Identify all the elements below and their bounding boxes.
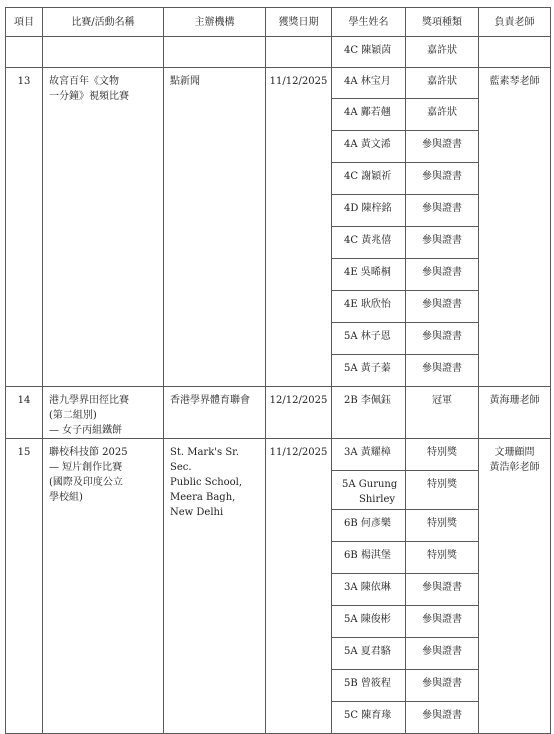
award-type-cell: 特別獎	[406, 542, 479, 574]
award-type-cell: 參與證書	[406, 131, 479, 163]
competition-name-cell	[43, 68, 164, 387]
award-type-cell: 參與證書	[406, 227, 479, 259]
student-name-cell: 4C 謝穎祈	[332, 163, 406, 195]
continued-award-cell: 嘉許狀	[406, 37, 479, 68]
student-name-cell: 4C 黃兆僖	[332, 227, 406, 259]
award-type-cell: 參與證書	[406, 355, 479, 387]
header-organizer: 主辦機構	[164, 8, 266, 37]
award-type-cell: 嘉許狀	[406, 99, 479, 131]
award-type-cell: 特別獎	[406, 439, 479, 471]
student-name-cell: 5C 陳育瑑	[332, 702, 406, 734]
organizer-line: St. Mark's Sr. Sec.	[170, 447, 240, 473]
student-name-cell: 5A 夏君駱	[332, 638, 406, 670]
award-type-cell: 嘉許狀	[406, 68, 479, 99]
student-name-cell: 3A 陳依琳	[332, 574, 406, 606]
teacher-line: 黃浩彰老師	[489, 462, 540, 473]
header-student-name: 學生姓名	[332, 8, 406, 37]
awards-table	[5, 7, 551, 734]
competition-name-line: 港九學界田徑比賽	[49, 395, 129, 406]
student-name-cell: 4E 吳晞桐	[332, 259, 406, 291]
student-name-cell: 6B 何彥樂	[332, 510, 406, 542]
award-type-cell: 參與證書	[406, 606, 479, 638]
award-type-cell: 參與證書	[406, 259, 479, 291]
entry-number: 13	[6, 68, 43, 387]
continued-row	[6, 37, 551, 68]
teacher-cell	[479, 68, 551, 387]
header-competition-name: 比賽/活動名稱	[43, 8, 164, 37]
header-item-no: 項目	[6, 8, 43, 37]
student-name-cell: 4A 黃文浠	[332, 131, 406, 163]
entry-row	[6, 439, 551, 471]
organizer-line: 點新聞	[170, 76, 200, 87]
organizer-line: 香港學界體育聯會	[170, 395, 250, 406]
competition-name-line: — 短片創作比賽	[49, 462, 123, 473]
award-type-cell: 參與證書	[406, 670, 479, 702]
organizer-cell	[164, 387, 266, 439]
continued-teacher-cell	[479, 37, 551, 68]
organizer-line: Public School,	[170, 477, 243, 488]
student-name-cell: 3A 黃耀樟	[332, 439, 406, 471]
competition-name-cell	[43, 439, 164, 734]
teacher-line: 文珊顧問	[494, 447, 535, 458]
competition-name-cell	[43, 387, 164, 439]
award-date: 11/12/2025	[266, 68, 332, 387]
award-type-cell: 冠軍	[406, 387, 479, 439]
entry-row	[6, 68, 551, 99]
student-name-cell: 5A 陳俊彬	[332, 606, 406, 638]
entry-number: 14	[6, 387, 43, 439]
teacher-line: 黃海珊老師	[489, 395, 540, 406]
organizer-cell	[164, 439, 266, 734]
organizer-line: Meera Bagh,	[170, 492, 236, 503]
entry-row	[6, 387, 551, 439]
continued-name-cell	[43, 37, 164, 68]
student-name-cell: 4D 陳梓銘	[332, 195, 406, 227]
student-name-cell	[332, 471, 406, 510]
award-type-cell: 參與證書	[406, 638, 479, 670]
student-name-line: 5A Gurung	[342, 479, 398, 490]
student-name-cell: 4A 林宝月	[332, 68, 406, 99]
continued-item-cell	[6, 37, 43, 68]
table-body	[6, 37, 551, 734]
student-name-cell: 5A 黃子蓁	[332, 355, 406, 387]
entry-number: 15	[6, 439, 43, 734]
organizer-cell	[164, 68, 266, 387]
award-type-cell: 參與證書	[406, 574, 479, 606]
organizer-line: New Delhi	[170, 507, 224, 518]
student-name-line: Shirley	[359, 494, 396, 505]
competition-name-line: 聯校科技節 2025	[49, 447, 128, 458]
competition-name-line: 學校組)	[49, 492, 83, 503]
header-award-type: 獎項種類	[406, 8, 479, 37]
award-date: 11/12/2025	[266, 439, 332, 734]
competition-name-line: 故宮百年《文物	[49, 76, 119, 87]
student-name-cell: 4E 耿欣怡	[332, 291, 406, 323]
award-type-cell: 參與證書	[406, 323, 479, 355]
competition-name-line: (第二組別)	[49, 410, 97, 421]
award-type-cell: 參與證書	[406, 195, 479, 227]
student-name-cell: 5A 林子恩	[332, 323, 406, 355]
award-type-cell: 特別獎	[406, 510, 479, 542]
table-header-row	[6, 8, 551, 37]
award-type-cell: 參與證書	[406, 163, 479, 195]
teacher-line: 藍素琴老師	[489, 76, 540, 87]
student-name-cell: 6B 楊淇堡	[332, 542, 406, 574]
continued-student-cell: 4C 陳穎茵	[332, 37, 406, 68]
competition-name-line: — 女子丙組鐵餅	[49, 425, 123, 436]
header-award-date: 獲獎日期	[266, 8, 332, 37]
continued-organizer-cell	[164, 37, 266, 68]
header-teacher: 負責老師	[479, 8, 551, 37]
teacher-cell	[479, 387, 551, 439]
award-date: 12/12/2025	[266, 387, 332, 439]
award-type-cell: 參與證書	[406, 702, 479, 734]
competition-name-line: 一分鐘》視頻比賽	[49, 91, 129, 102]
continued-date-cell	[266, 37, 332, 68]
award-type-cell: 參與證書	[406, 291, 479, 323]
competition-name-line: (國際及印度公立	[49, 477, 123, 488]
student-name-cell: 5B 曾筱程	[332, 670, 406, 702]
student-name-cell: 4A 鄺若翹	[332, 99, 406, 131]
teacher-cell	[479, 439, 551, 734]
award-type-cell: 特別獎	[406, 471, 479, 510]
student-name-cell: 2B 李佩鈺	[332, 387, 406, 439]
awards-table-sheet	[5, 7, 550, 734]
